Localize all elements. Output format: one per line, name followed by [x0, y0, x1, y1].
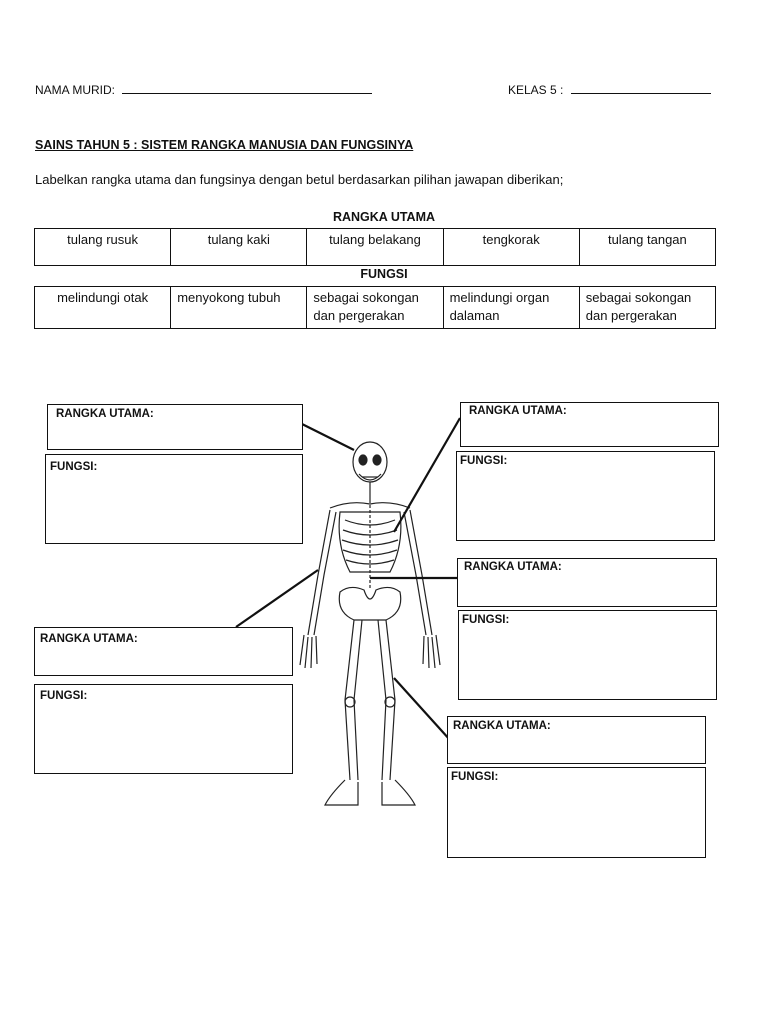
answer-box-spine-fungsi[interactable]	[458, 610, 717, 700]
answer-box-ribs-rangka[interactable]	[460, 402, 719, 447]
answer-box-skull-rangka[interactable]	[47, 404, 303, 450]
option-cell: sebagai sokongan dan pergerakan	[579, 287, 715, 329]
skeleton-figure	[300, 442, 440, 805]
option-cell: tulang rusuk	[35, 229, 171, 266]
fungsi-label: FUNGSI:	[50, 461, 98, 473]
rangka-label: RANGKA UTAMA:	[56, 408, 154, 420]
option-cell: melindungi organ dalaman	[443, 287, 579, 329]
instruction-text: Labelkan rangka utama dan fungsinya dengan betul berdasarkan pilihan jawapan diberikan;	[35, 172, 564, 187]
rangka-label: RANGKA UTAMA:	[464, 561, 562, 573]
option-cell: tengkorak	[443, 229, 579, 266]
fungsi-label: FUNGSI:	[451, 771, 499, 783]
fungsi-label: FUNGSI:	[462, 614, 510, 626]
answer-box-arm-rangka[interactable]	[34, 627, 293, 676]
rangka-label: RANGKA UTAMA:	[40, 633, 138, 645]
option-cell: tulang tangan	[579, 229, 715, 266]
fungsi-label: FUNGSI:	[40, 690, 88, 702]
option-cell: tulang belakang	[307, 229, 443, 266]
option-cell: sebagai sokongan dan pergerakan	[307, 287, 443, 329]
rangka-label: RANGKA UTAMA:	[469, 405, 567, 417]
function-caption: FUNGSI	[360, 267, 408, 281]
fungsi-label: FUNGSI:	[460, 455, 508, 467]
student-name-label: NAMA MURID:	[35, 83, 116, 97]
answer-box-ribs-fungsi[interactable]	[456, 451, 715, 541]
answer-box-spine-rangka[interactable]	[457, 558, 717, 607]
worksheet-title: SAINS TAHUN 5 : SISTEM RANGKA MANUSIA DAN FUNGSINYA	[35, 138, 414, 152]
answer-box-arm-fungsi[interactable]	[34, 684, 293, 774]
rangka-label: RANGKA UTAMA:	[453, 720, 551, 732]
main-skeleton-caption: RANGKA UTAMA	[332, 210, 436, 224]
class-label: KELAS 5 :	[508, 83, 564, 97]
option-cell: tulang kaki	[171, 229, 307, 266]
option-cell: melindungi otak	[35, 287, 171, 329]
answer-box-leg-rangka[interactable]	[447, 716, 706, 764]
answer-box-skull-fungsi[interactable]	[45, 454, 303, 544]
option-cell: menyokong tubuh	[171, 287, 307, 329]
answer-box-leg-fungsi[interactable]	[447, 767, 706, 858]
